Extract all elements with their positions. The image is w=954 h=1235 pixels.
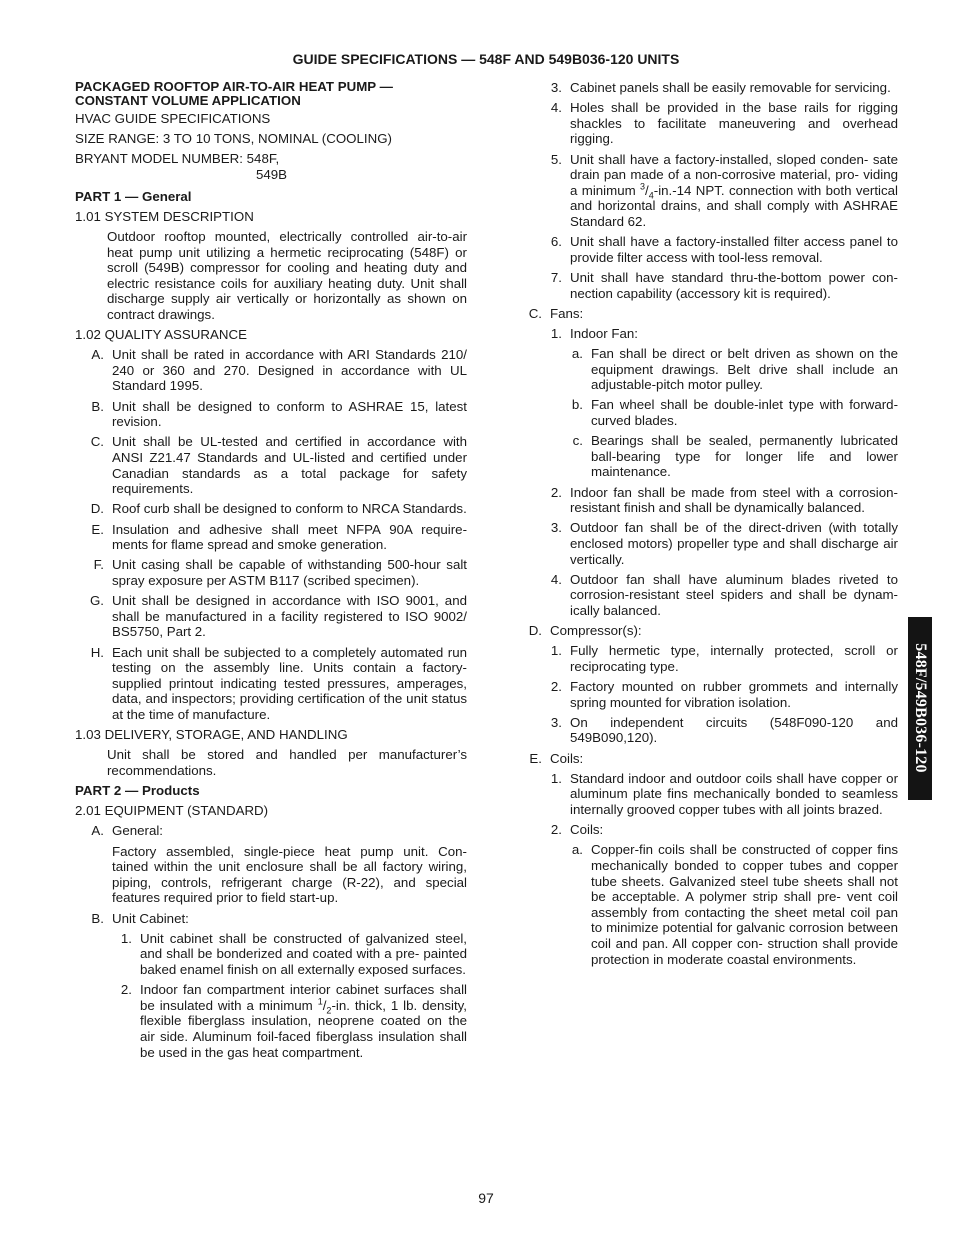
delivery-text: Unit shall be stored and handled per manufacturer’s recommendations. [107,747,467,778]
list-item: 4. Holes shall be provided in the base rails for rigging shackles to facilitate maneuvering and overhead rigging. [550,100,898,147]
list-item: 3. Outdoor fan shall be of the direct-driven (with totally enclosed motors) propeller type and shall discharge air vertically. [550,520,898,567]
list-item: C. Unit shall be UL-tested and certified in accordance with ANSI Z21.47 Standards and UL-listed and certified under Canadian standards as a total package for safety requirements. [90,434,467,497]
page-number: 97 [478,1190,494,1206]
list-item: 2. Coils: [550,822,604,838]
size-range-line: SIZE RANGE: 3 TO 10 TONS, NOMINAL (COOLING) [75,131,392,147]
side-tab-label: 548F/549B036-120 [911,643,929,773]
list-item: a. Copper-fin coils shall be constructed of copper fins mechanically bonded to copper tubes and copper tube sheets. Galvanized steel tube sheets shall not be acceptable. A polymer strip shall pre- vent coil assembly from contacting the sheet metal coil pan to minimize potential for galvanic corrosion between coil and pan. All copper con- struction shall provide protection in moderate coastal environments. [571,842,898,967]
section-1-03: 1.03 DELIVERY, STORAGE, AND HANDLING [75,727,348,743]
list-item: b. Fan wheel shall be double-inlet type with forward- curved blades. [571,397,898,429]
section-2-01: 2.01 EQUIPMENT (STANDARD) [75,803,269,819]
right-column [522,80,898,972]
list-item: 7. Unit shall have standard thru-the-bottom power con- nection capability (accessory kit is required). [550,269,898,301]
list-item: B. Unit Cabinet: [91,910,189,926]
list-item: F. Unit casing shall be capable of withstanding 500-hour salt spray exposure per ASTM B117 (scribed specimen). [93,557,467,588]
list-item: E. Insulation and adhesive shall meet NFPA 90A require- ments for flame spread and smoke generation. [91,521,467,553]
list-item: c. Bearings shall be sealed, permanently lubricated ball-bearing type for longer life and lower maintenance. [572,433,898,480]
list-item: B. Unit shall be designed to conform to ASHRAE 15, latest revision. [91,398,467,430]
list-item: D. Compressor(s): [528,623,642,639]
list-item: A. General: [91,823,163,839]
system-description-text: Outdoor rooftop mounted, electrically controlled air-to-air heat pump unit utilizing a hermetic reciprocating (548F) or scroll (549B) compressor for cooling and heating duty and electric resistance coils for auxiliary heating duty. Unit shall discharge supply air vertically or horizontally as shown on contract drawings. [107,228,467,322]
list-item: 6. Unit shall have a factory-installed filter access panel to provide filter access with tool-less removal. [550,234,898,265]
fraction: $^1/_2$ [317,996,332,1016]
list-item: A. Unit shall be rated in accordance with ARI Standards 210/ 240 or 360 and 270. Designed in accordance with UL Standard 1995. [91,347,467,394]
model-number-line: BRYANT MODEL NUMBER: 548F, [75,151,280,167]
list-item: 1. Standard indoor and outdoor coils shall have copper or aluminum plate fins mechanically bonded to seamless internally grooved copper tubes with all joints brazed. [550,770,898,818]
list-item: 3. Cabinet panels shall be easily removable for servicing. [550,80,891,95]
page-title: GUIDE SPECIFICATIONS — 548F AND 549B036-120 UNITS [292,51,680,67]
side-tab [908,617,932,800]
section-1-02: 1.02 QUALITY ASSURANCE [75,327,247,343]
model-number-line-2: 549B [256,166,288,182]
list-item: C. Fans: [528,305,584,321]
list-item: 5. Unit shall have a factory-installed, sloped conden- sate drain pan made of a non-corrosive material, pro- viding a minimum $^3/_4-in.-14$ NPT. connection with both vertical and horizontal drains, and shall comply with ASHRAE Standard 62. [550,151,898,229]
fraction: $^3/_4$ [640,181,654,201]
list-item: 1. Fully hermetic type, internally protected, scroll or reciprocating type. [550,643,898,674]
list-item: 2. Indoor fan compartment interior cabinet surfaces shall be insulated with a minimum $^1/_2-in$. thick, 1 lb. density, flexible fiberglass insulation, neoprene coated on the air side. Aluminum foil-faced fiberglass insulation shall be used in the gas heat compartment. [120,982,467,1060]
hvac-guide-line: HVAC GUIDE SPECIFICATIONS [75,111,271,126]
list-item: D. Roof curb shall be designed to conform to NRCA Standards. [90,501,467,517]
part-1-heading: PART 1 — General [75,188,192,204]
list-item: 3. On independent circuits (548F090-120 and 549B090,120). [550,714,898,746]
list-item: 1. Indoor Fan: [550,325,639,341]
list-item: H. Each unit shall be subjected to a completely automated run testing on the assembly line. Units contain a factory- supplied printout indicating tested pressures, amperages, data, and inspectors; providing certification of the unit status at the time of manufacture. [90,644,467,722]
general-text: Factory assembled, single-piece heat pump unit. Con- tained within the unit enclosure shall be all factory wiring, piping, controls, refrigerant charge (R-22), and special features required prior to field start-up. [112,843,467,906]
list-item: 2. Indoor fan shall be made from steel with a corrosion- resistant finish and shall be dynamically balanced. [550,484,898,516]
section-1-01: 1.01 SYSTEM DESCRIPTION [75,208,254,224]
list-item: 2. Factory mounted on rubber grommets and internally spring mounted for vibration isolation. [550,679,898,710]
section-heading-2: CONSTANT VOLUME APPLICATION [75,93,301,108]
section-heading-1: PACKAGED ROOFTOP AIR-TO-AIR HEAT PUMP — [75,79,393,94]
list-item: G. Unit shall be designed in accordance with ISO 9001, and shall be manufactured in a facility registered to ISO 9002/ BS5750, Part 2. [89,593,467,640]
list-item: 1. Unit cabinet shall be constructed of galvanized steel, and shall be bonderized and coated with a pre- painted baked enamel finish on all externally exposed surfaces. [120,930,467,977]
list-item: 4. Outdoor fan shall have aluminum blades riveted to corrosion-resistant steel spiders and shall be dynam- ically balanced. [550,571,898,618]
part-2-heading: PART 2 — Products [75,783,200,799]
list-item: E. Coils: [529,750,584,766]
left-column [75,80,467,1065]
list-item: a. Fan shall be direct or belt driven as shown on the equipment drawings. Belt drive shall include an adjustable-pitch motor pulley. [571,346,898,393]
